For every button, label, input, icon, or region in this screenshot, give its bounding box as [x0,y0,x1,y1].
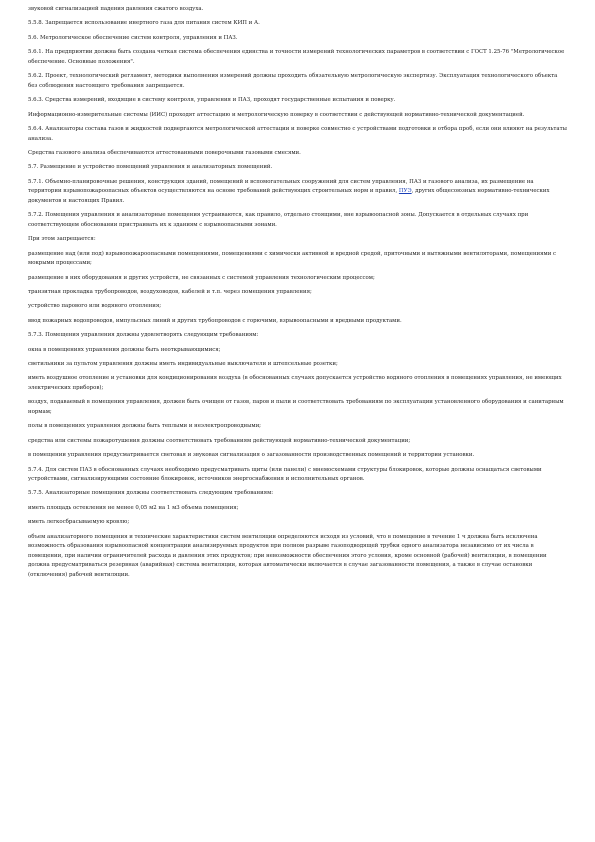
pue-link[interactable]: ПУЭ [398,188,412,195]
paragraph-5-7-4: 5.7.4. Для систем ПАЗ в обоснованных случаях необходимо предусматривать щиты (или панели) с мнемосхемами структуры блокировок, которые должны оснащаться световыми устройствами, сигнализирующими состояние блокировок, источников энергоснабжения и исполнительных органов. [28,466,542,483]
paragraph-5-6-4: 5.6.4. Анализаторы состава газов и жидкостей подвергаются метрологической аттестации и поверке совместно с устройствами подготовки и отбора проб, если они влияют на результаты анализа. [28,125,567,142]
list-item-gas-alarm: в помещении управления предусматривается световая и звуковая сигнализация о загазованности производственных помещений и территории установки. [28,452,475,459]
list-item-floors: полы в помещениях управления должны быть теплыми и неэлектропроводными; [28,423,261,430]
list-item-placement: размещение над (или под) взрывопожароопасными помещениями, помещениями с химически активной и вредной средой, приточными и вытяжными вентиляторами, помещениями с мокрыми процессами; [28,250,557,267]
paragraph-5-6-3: 5.6.3. Средства измерений, входящие в систему контроля, управления и ПАЗ, проходят государственные испытания и поверку. [28,97,396,104]
paragraph-5-7-3: 5.7.3. Помещения управления должны удовлетворять следующим требованиям: [28,332,259,339]
list-item-pipelines: ввод пожарных водопроводов, импульсных линий и других трубопроводов с горючими, взрывоопасными и вредными продуктами. [28,317,402,324]
list-item-ventilation: объем анализаторного помещения и технические характеристики систем вентиляции определяются исходя из условий, что в помещение в течение 1 ч должна быть исключена возможность образования взрывоопасной концентрации анализируемых продуктов при полном разрыве газоподводящей трубки одного анализатора независимо от их числа в помещении, при наличии ограничителей расхода и давления этих продуктов; при невозможности обеспечения этого условия, кроме основной (рабочей) вентиляции, в помещении должна предусматриваться резервная (аварийная) система вентиляции, которая автоматически включается в случае загазованности помещения, а также в случае остановки (отключения) рабочей вентиляции. [28,533,547,579]
list-item-fire-systems: средства или системы пожаротушения должны соответствовать требованиям действующей нормативно-технической документации; [28,437,411,444]
list-item-air-heating: иметь воздушное отопление и установки для кондиционирования воздуха (в обоснованных случаях допускается устройство водяного отопления в помещениях управления, не имеющих электрических приборов); [28,375,562,391]
paragraph-gas-analysis: Средства газового анализа обеспечиваются аттестованными поверочными газовыми смесями. [28,149,301,156]
list-item-equipment: размещение в них оборудования и других устройств, не связанных с системой управления технологическим процессом; [28,274,375,281]
paragraph-5-7-2: 5.7.2. Помещения управления и анализаторные помещения устраиваются, как правило, отдельно стоящими, вне взрывоопасной зоны. Допускается в отдельных случаях при соответствующем обосновании пристраивать их к зданиям с взрывоопасными зонами. [28,212,529,228]
paragraph-iis: Информационно-измерительные системы (ИИС) проходят аттестацию и метрологическую поверку в соответствии с действующей нормативно-технической документацией. [28,111,525,118]
paragraph-5-7-1 [28,178,567,207]
paragraph-5-7-1-text-after: , других общесоюзных нормативно-технических документов и настоящих Правил. [28,188,550,204]
paragraph-5-7-5: 5.7.5. Анализаторные помещения должны соответствовать следующим требованиям: [28,490,274,497]
list-item-roof: иметь легкосбрасываемую кровлю; [28,519,130,526]
paragraph-5-7-1-text-before: 5.7.1. Объемно-планировочные решения, конструкция зданий, помещений и вспомогательных сооружений для систем управления, ПАЗ и газового анализа, их размещение на территории взрывопожароопасных объектов осуществляются на основе требований действующих строительных норм и правил, [28,178,534,195]
list-item-lights: светильники за пультом управления должны иметь индивидуальные выключатели и штепсельные розетки; [28,360,338,367]
list-item-glazing: иметь площадь остекления не менее 0,05 м2 на 1 м3 объема помещения; [28,504,239,511]
paragraph-5-6-1: 5.6.1. На предприятии должна быть создана четкая система обеспечения единства и точности измерений технологических параметров в соответствии с ГОСТ 1.25-76 "Метрологическое обеспечение. Основные положения". [28,49,565,65]
section-heading-5-7: 5.7. Размещение и устройство помещений управления и анализаторных помещений. [28,164,273,171]
paragraph-5-5-8: 5.5.8. Запрещается использование инертного газа для питания систем КИП и А. [28,20,260,27]
section-heading-5-6: 5.6. Метрологическое обеспечение систем контроля, управления и ПАЗ. [28,34,238,41]
paragraph-continuation: звуковой сигнализацией падения давления сжатого воздуха. [28,6,204,12]
paragraph-5-6-2: 5.6.2. Проект, технологический регламент, методики выполнения измерений должны проходить обязательную метрологическую экспертизу. Эксплуатация технологического объекта без соблюдения настоящего требования запрещается. [28,73,558,89]
list-item-windows: окна в помещениях управления должны быть неоткрывающимися; [28,346,221,353]
list-item-transit: транзитная прокладка трубопроводов, воздуховодов, кабелей и т.п. через помещения управления; [28,289,312,296]
paragraph-prohibited-intro: При этом запрещается: [28,236,96,243]
list-item-heating: устройство парового или водяного отопления; [28,303,162,310]
list-item-air-supply: воздух, подаваемый в помещения управления, должен быть очищен от газов, паров и пыли и соответствовать требованиям по эксплуатации установленного оборудования и санитарным нормам; [28,399,564,415]
